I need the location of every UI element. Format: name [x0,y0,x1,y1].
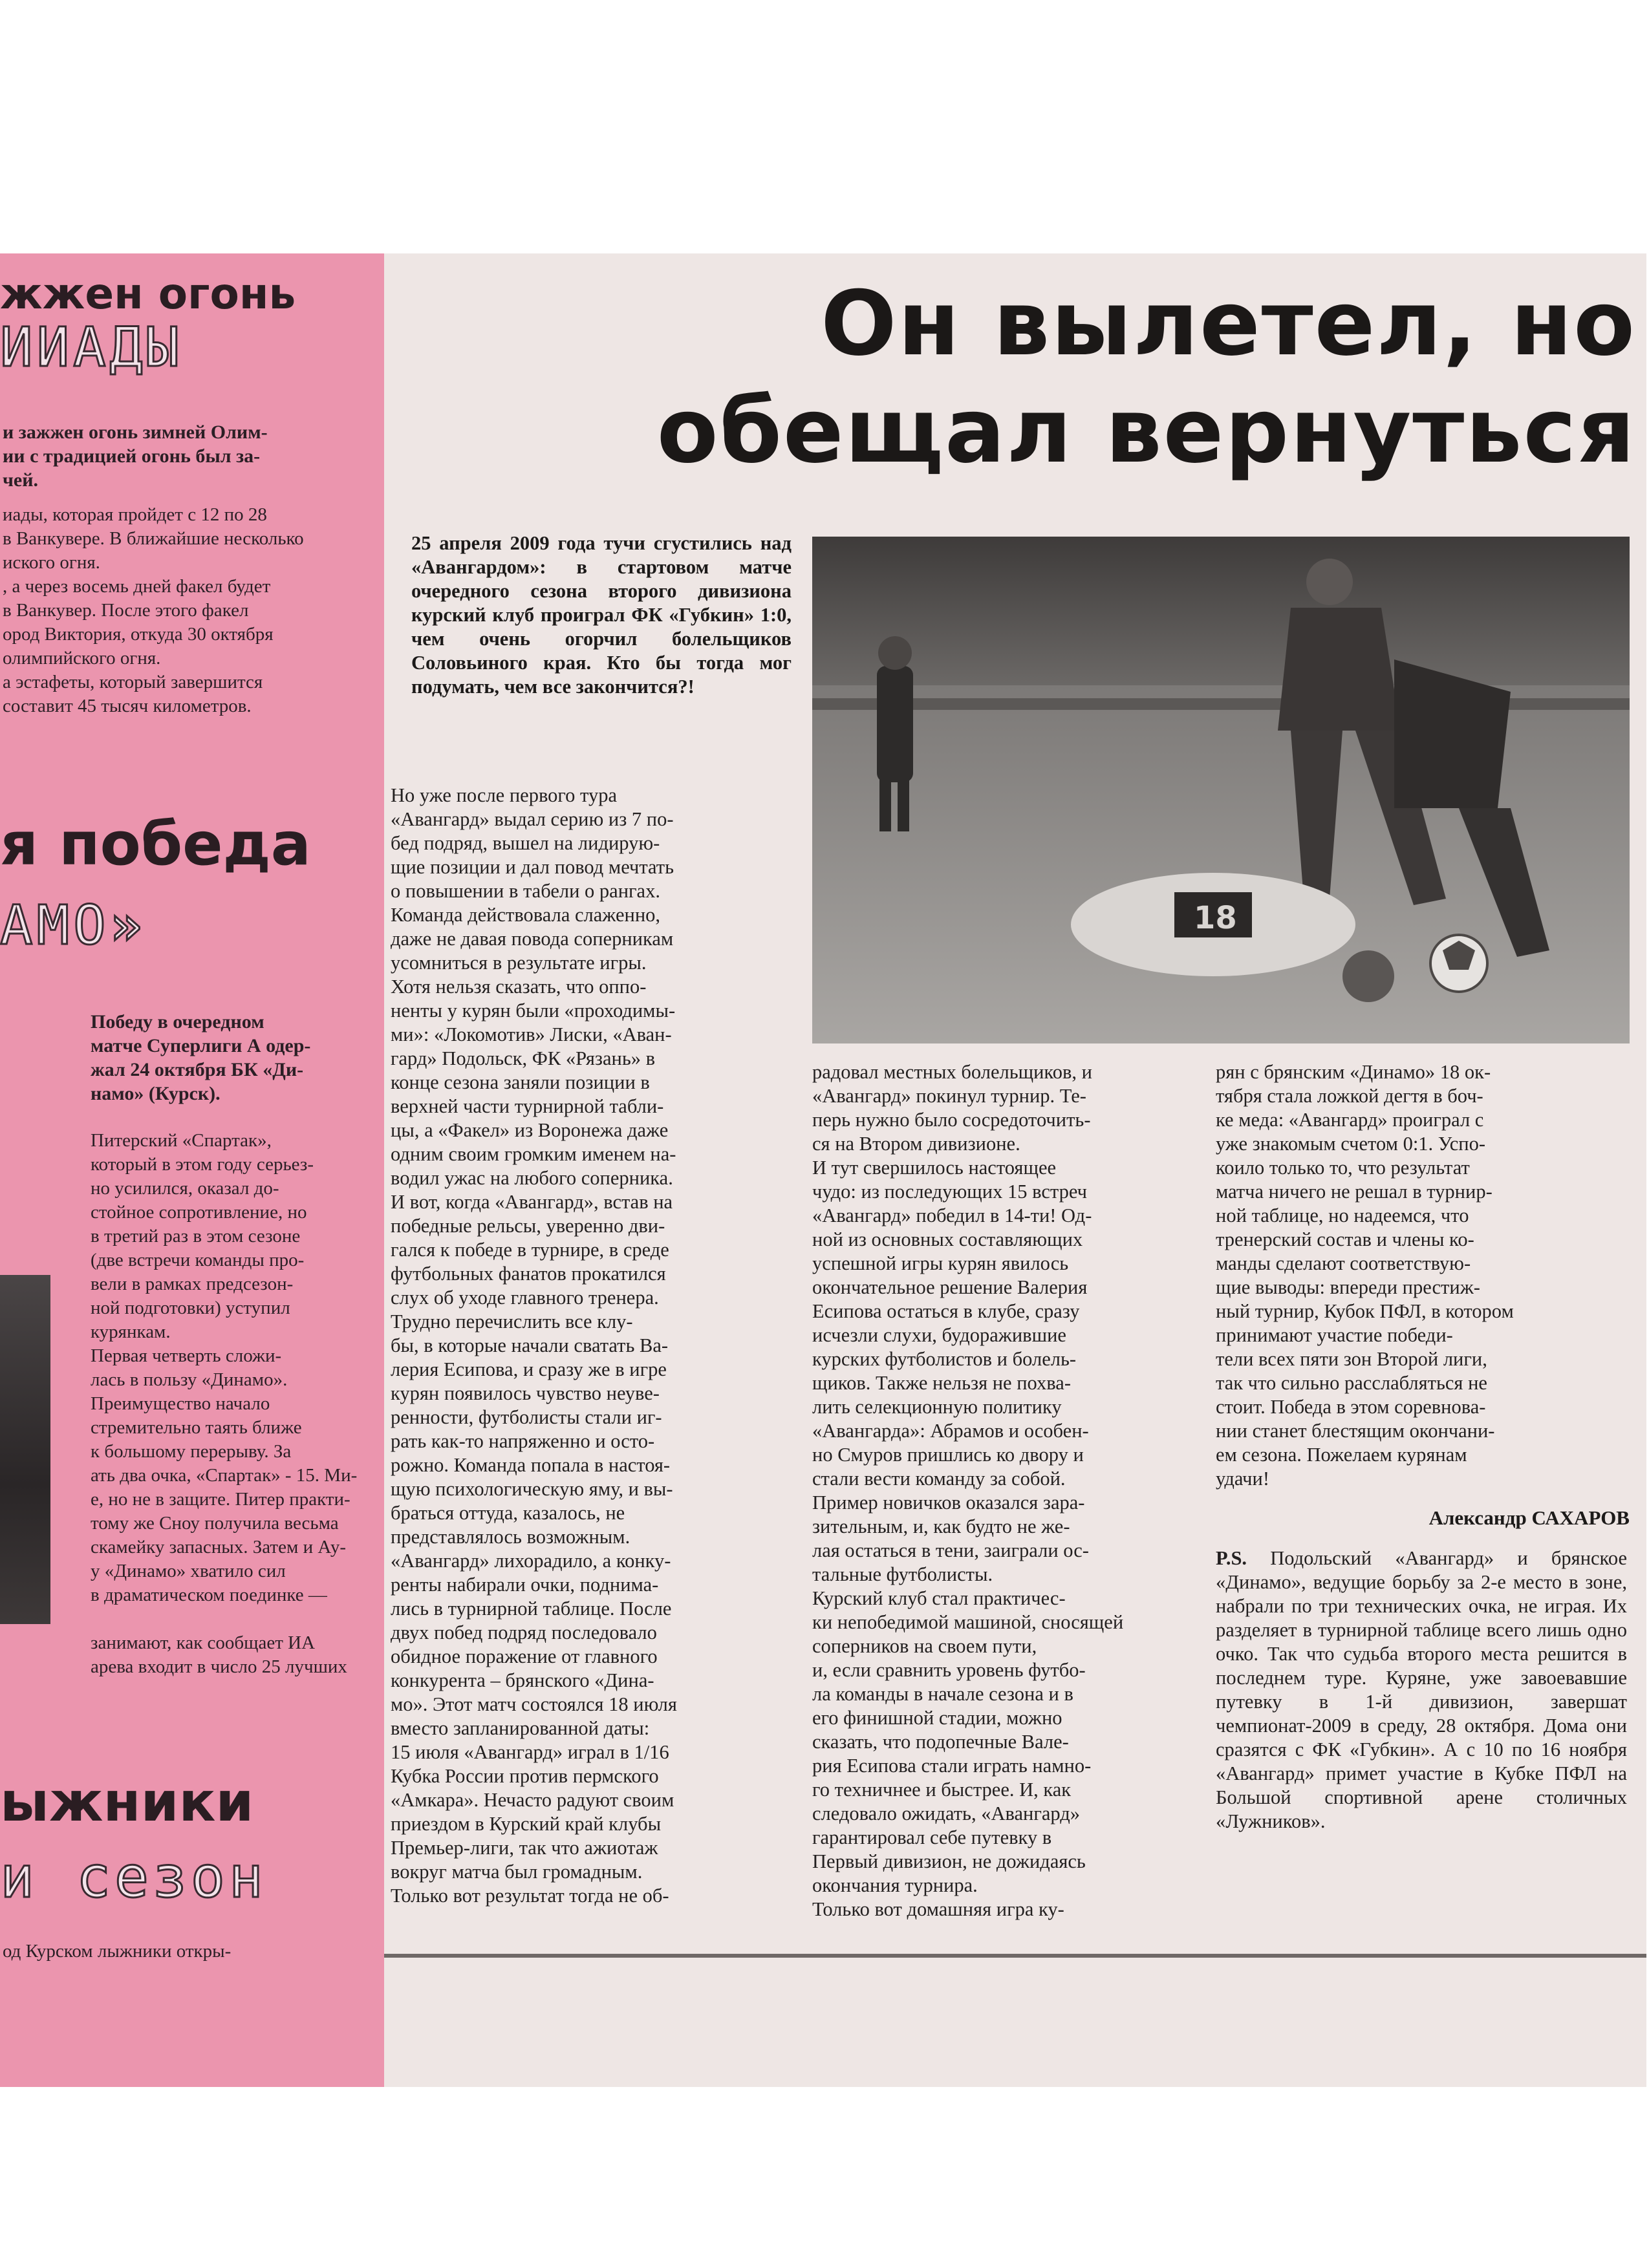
article-lead: 25 апреля 2009 года тучи сгустились над «Авангардом»: в стартовом матче очередного сезона второго дивизиона курский клуб проиграл ФК «Губкин» 1:0, чем очень огорчил болельщиков Соловьиного края. Кто бы тогда мог подумать, чем все закончится?! [411,532,792,698]
jersey-number: 18 [1194,900,1237,936]
left-body-3: од Курском лыжники откры- [3,1941,232,1962]
bottom-rule [384,1954,1646,1958]
article-postscript [1216,1546,1627,1834]
left-photo-fragment [0,1275,50,1624]
ps-text: Подольский «Авангард» и брянское «Динамо», ведущие борьбу за 2-е место в зоне, набрали по три технических очка, не играя. Их разделяет в турнирной таблице всего лишь одно очко. Так что судьба второго места решится в последнем туре. Куряне, уже завоевавшие путевку в 1-й дивизион, завершат чемпионат-2009 в среду, 28 октября. Дома они сразятся с ФК «Губкин». А с 10 по 16 ноября «Авангард» примет участие в Кубке ПФЛ на Большой спортивной арене столичных «Лужников». [1216,1547,1627,1832]
article-column-2: радовал местных болельщиков, и «Авангард» покинул турнир. Те- перь нужно было сосредоточить- ся на Втором дивизионе. И тут свершилось настоящее чудо: из последующих 15 встреч «Авангард» победил в 14-ти! Од- ной из основных составляющих успешной игры курян явилось окончательное решение Валерия Есипова остаться в клубе, сразу исчезли слухи, будоражившие курских футболистов и болель- щиков. Также нельзя не похва- лить селекционную политику «Авангарда»: Абрамов и особен- но Смуров пришлись ко двору и стали вести команду за собой. Пример новичков оказался зара- зительным, и, как будто не же- лая остаться в тени, заиграли ос- тальные футболисты. Курский клуб стал практичес- ки непобедимой машиной, сносящей соперников на своем пути, и, если сравнить уровень футбо- ла команды в начале сезона и в его финишной стадии, можно сказать, что подопечные Вале- рия Есипова стали играть намно- го техничнее и быстрее. И, как следовало ожидать, «Авангард» гарантировал себе путевку в Первый дивизион, не дожидаясь окончания турнира. Только вот домашняя игра ку- [812,1061,1124,1920]
article-column-3: рян с брянским «Динамо» 18 ок- тября стала ложкой дегтя в боч- ке меда: «Авангард» проиграл с уже знакомым счетом 0:1. Успо- коило только то, что результат матча ничего не решал в турнир- ной таблице, но надеемся, что тренерский состав и члены ко- манды сделают соответствую- щие выводы: впереди престиж- ный турнир, Кубок ПФЛ, в котором принимают участие победи- тели всех пяти зон Второй лиги, так что сильно расслабляться не стоит. Победа в этом соревнова- нии станет блестящим окончани- ем сезона. Пожелаем курянам удачи! [1216,1061,1514,1490]
article-author: Александр САХАРОВ [1428,1506,1630,1529]
left-headline-mid-1: я победа [0,809,311,879]
left-body-1: иады, которая пройдет с 12 по 28 в Ванкувере. В ближайшие несколько иского огня. , а через восемь дней факел будет в Ванкувер. После этого факел ород Виктория, откуда 30 октября олимпийского огня. а эстафеты, который завершится составит 45 тысяч километров. [3,504,304,716]
football-photo [812,537,1630,1043]
article-headline: Он вылетел, но обещал вернуться [656,272,1636,483]
left-headline-mid-2: АМО» [0,893,147,957]
left-lead-1: и зажжен огонь зимней Олим- ии с традицией огонь был за- чей. [3,422,268,491]
left-pink-column [0,253,384,2087]
left-body-2: Питерский «Спартак», который в этом году серьез- но усилился, оказал до- стойное сопротивление, но в третий раз в этом сезоне (две встречи команды про- вели в рамках предсезон- ной подготовки) уступил курянкам. Первая четверть сложи- лась в пользу «Динамо». Преимущество начало стремительно таять ближе к большому перерыву. За ать два очка, «Спартак» - 15. Ми- е, но не в защите. Питер практи- тому же Сноу получила весьма скамейку запасных. Затем и Ау- у «Динамо» хватило сил в драматическом поединке — занимают, как сообщает ИА арева входит в число 25 лучших [91,1130,358,1677]
left-headline-top-2: ИИАДЫ [0,316,183,379]
article-column-1: Но уже после первого тура «Авангард» выдал серию из 7 по- бед подряд, вышел на лидирую- щие позиции и дал повод мечтать о повышении в табели о рангах. Команда действовала слаженно, даже не давая повода соперникам усомниться в результате игры. Хотя нельзя сказать, что оппо- ненты у курян были «проходимы- ми»: «Локомотив» Лиски, «Аван- гард» Подольск, ФК «Рязань» в конце сезона заняли позиции в верхней части турнирной табли- цы, а «Факел» из Воронежа даже одним своим громким именем на- водил ужас на любого соперника. И вот, когда «Авангард», встав на победные рельсы, уверенно дви- гался к победе в турнире, в среде футбольных фанатов прокатился слух об уходе главного тренера. Трудно перечислить все клу- бы, в которые начали сватать Ва- лерия Есипова, и сразу же в игре курян появилось чувство неуве- ренности, футболисты стали иг- рать как-то напряженно и осто- рожно. Команда попала в настоя- щую психологическую яму, и вы- браться оттуда, казалось, не представлялось возможным. «Авангард» лихорадило, а конку- ренты набирали очки, поднима- лись в турнирной таблице. После двух побед подряд последовало обидное поражение от главного конкурента – брянского «Дина- мо». Этот матч состоялся 18 июля вместо запланированной даты: 15 июля «Авангард» играл в 1/16 Кубка России против пермского «Амкара». Нечасто радуют своим приездом в Курский край клубы Премьер-лиги, так что ажиотаж вокруг матча был громадным. Только вот результат тогда не об- [391,784,677,1907]
left-headline-bot-1: ыжники [0,1770,254,1834]
ps-label: P.S. [1216,1547,1247,1569]
left-headline-bot-2: и сезон [0,1844,267,1910]
football-match-image [812,537,1630,1043]
left-lead-2: Победу в очередном матче Суперлиги А одер- жал 24 октября БК «Ди- намо» (Курск). [91,1011,311,1104]
left-headline-top-1: жжен огонь [0,269,296,319]
